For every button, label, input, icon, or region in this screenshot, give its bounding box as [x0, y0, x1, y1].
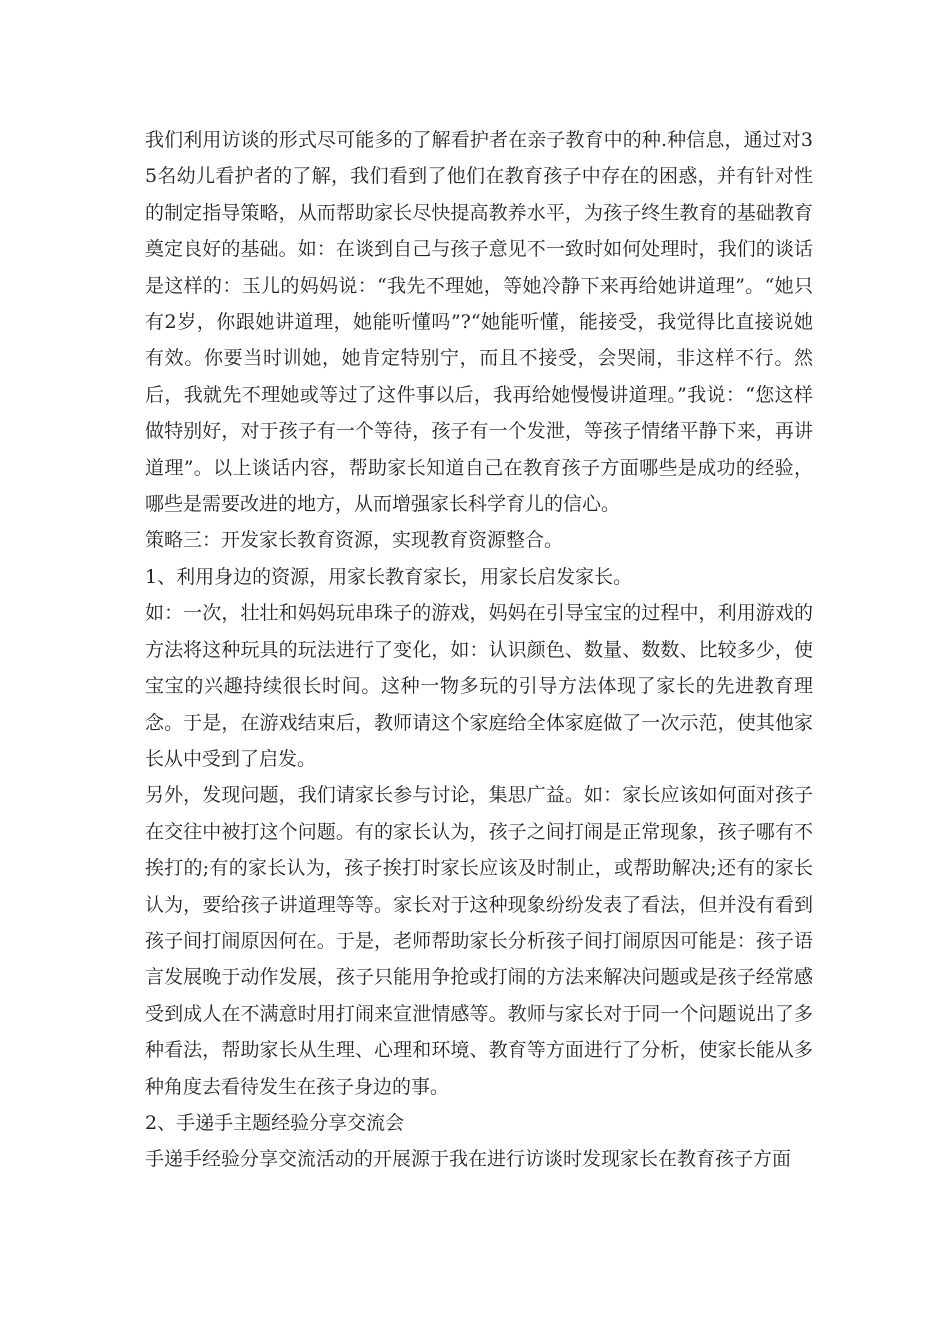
paragraph-interview-findings: 我们利用访谈的形式尽可能多的了解看护者在亲子教育中的种.种信息，通过对35名幼儿看护者的了解，我们看到了他们在教育孩子中存在的困惑，并有针对性的制定指导策略，从而帮助家长尽快提高教养水平，为孩子终生教育的基础教育奠定良好的基础。如：在谈到自己与孩子意见不一致时如何处理时，我们的谈话是这样的：玉儿的妈妈说：“我先不理她，等她冷静下来再给她讲道理”。“她只有2岁，你跟她讲道理，她能听懂吗”?“她能听懂，能接受，我觉得比直接说她有效。你要当时训她，她肯定特别宁，而且不接受，会哭闹，非这样不行。然后，我就先不理她或等过了这件事以后，我再给她慢慢讲道理。”我说：“您这样做特别好，对于孩子有一个等待，孩子有一个发泄，等孩子情绪平静下来，再讲道理”。以上谈话内容，帮助家长知道自己在教育孩子方面哪些是成功的经验，哪些是需要改进的地方，从而增强家长科学育儿的信心。	[145, 129, 813, 516]
paragraph-exchange-activity: 手递手经验分享交流活动的开展源于我在进行访谈时发现家长在教育孩子方面	[145, 1148, 792, 1171]
paragraph-bead-game-example: 如：一次，壮壮和妈妈玩串珠子的游戏，妈妈在引导宝宝的过程中，利用游戏的方法将这种玩具的玩法进行了变化，如：认识颜色、数量、数数、比较多少，使宝宝的兴趣持续很长时间。这种一物多玩的引导方法体现了家长的先进教育理念。于是，在游戏结束后，教师请这个家庭给全体家庭做了一次示范，使其他家长从中受到了启发。	[145, 602, 813, 770]
heading-point-one: 1、利用身边的资源，用家长教育家长，用家长启发家长。	[145, 565, 633, 588]
heading-strategy-three: 策略三：开发家长教育资源，实现教育资源整合。	[145, 529, 564, 552]
heading-point-two: 2、手递手主题经验分享交流会	[145, 1111, 405, 1134]
paragraph-discussion: 另外，发现问题，我们请家长参与讨论，集思广益。如：家长应该如何面对孩子在交往中被打这个问题。有的家长认为，孩子之间打闹是正常现象，孩子哪有不挨打的;有的家长认为，孩子挨打时家长应该及时制止，或帮助解决;还有的家长认为，要给孩子讲道理等等。家长对于这种现象纷纷发表了看法，但并没有看到孩子间打闹原因何在。于是，老师帮助家长分析孩子间打闹原因可能是：孩子语言发展晚于动作发展，孩子只能用争抢或打闹的方法来解决问题或是孩子经常感受到成人在不满意时用打闹来宣泄情感等。教师与家长对于同一个问题说出了多种看法，帮助家长从生理、心理和环境、教育等方面进行了分析，使家长能从多种角度去看待发生在孩子身边的事。	[145, 784, 813, 1098]
document-body	[145, 122, 813, 1178]
